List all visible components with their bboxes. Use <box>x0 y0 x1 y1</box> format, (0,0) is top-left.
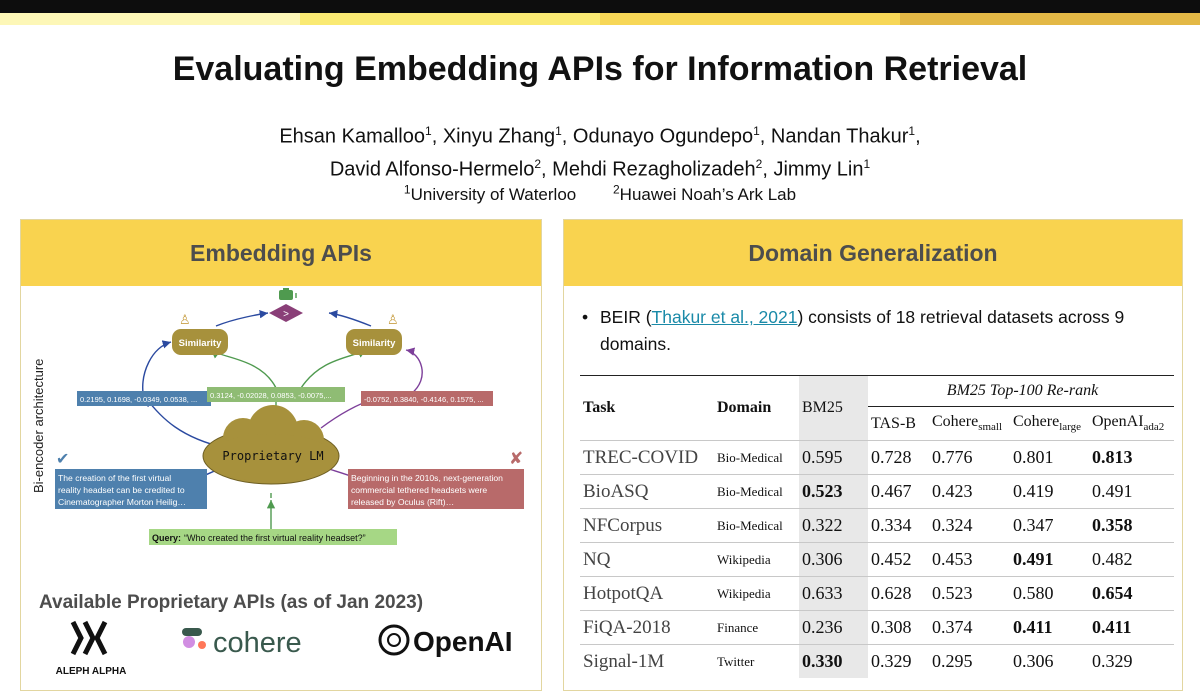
author-affil: 1 <box>908 124 916 138</box>
author-name: Mehdi Rezagholizadeh <box>552 158 756 181</box>
panel-heading: Embedding APIs <box>21 220 541 286</box>
author-affil: 1 <box>863 156 871 171</box>
table-row <box>580 611 1174 645</box>
score-cell: 0.580 <box>1010 577 1089 611</box>
score-cell: 0.776 <box>929 441 1010 475</box>
score-cell: 0.595 <box>799 441 868 475</box>
svg-text:Cinematographer Morton Heilig…: Cinematographer Morton Heilig… <box>58 497 187 507</box>
score-cell: 0.467 <box>868 475 929 509</box>
table-row <box>580 475 1174 509</box>
col-cohere-small-header: Cohere$_{small}$ <box>932 413 1003 434</box>
task-cell: Signal-1M <box>580 645 714 679</box>
similarity-left <box>172 329 228 355</box>
bullet-dot: • <box>582 307 589 327</box>
positive-document <box>55 469 207 509</box>
arrow-sim-compare-right <box>329 313 371 326</box>
score-cell: 0.728 <box>868 441 929 475</box>
table-row <box>580 441 1174 475</box>
stripe-2 <box>300 13 600 25</box>
author-line-2: David Alfonso-Hermelo$^2$, Mehdi Rezagholizadeh$^2$, Jimmy Lin$^1$ <box>329 156 871 181</box>
arrow-sim-compare <box>216 313 268 326</box>
svg-text:commercial tethered headsets w: commercial tethered headsets were <box>351 485 488 495</box>
score-cell: 0.295 <box>929 645 1010 679</box>
judge-icon: ♙ <box>387 312 399 327</box>
arrow-right-sim <box>406 350 422 394</box>
stripe-1 <box>0 13 300 25</box>
thumbs-up-icon <box>279 288 293 300</box>
affiliation-1: $^1$University of Waterloo <box>403 182 577 204</box>
vector-right <box>361 391 493 406</box>
cross-icon: ✘ <box>509 449 524 468</box>
svg-text:>: > <box>283 309 289 320</box>
author-name: Odunayo Ogundepo <box>572 125 754 148</box>
citation-link[interactable]: Thakur et al., 2021 <box>651 307 798 327</box>
author-name: Jimmy Lin <box>773 158 864 181</box>
score-cell: 0.411 <box>1010 611 1089 645</box>
domain-cell: Bio-Medical <box>714 441 799 475</box>
task-cell: NQ <box>580 543 714 577</box>
author-line-1: Ehsan Kamalloo$^1$, Xinyu Zhang$^1$, Odunayo Ogundepo$^1$, Nandan Thakur$^1$, <box>279 124 921 148</box>
domain-cell: Bio-Medical <box>714 509 799 543</box>
table-row <box>580 509 1174 543</box>
score-cell: 0.329 <box>1089 645 1174 679</box>
score-cell: 0.491 <box>1089 475 1174 509</box>
col-bm25-header: BM25 <box>799 376 868 441</box>
score-cell: 0.324 <box>929 509 1010 543</box>
author-affil: 1 <box>555 124 562 138</box>
score-cell: 0.523 <box>929 577 1010 611</box>
score-cell: 0.322 <box>799 509 868 543</box>
score-cell: 0.453 <box>929 543 1010 577</box>
query-box <box>149 529 397 545</box>
check-icon: ✔ <box>56 451 70 468</box>
results-table <box>580 375 1174 678</box>
score-cell: 0.423 <box>929 475 1010 509</box>
svg-text:0.2195, 0.1698, -0.0349, 0.0: 0.2195, 0.1698, -0.0349, 0.0538, ... <box>80 395 198 404</box>
score-cell: 0.654 <box>1089 577 1174 611</box>
score-cell: 0.347 <box>1010 509 1089 543</box>
color-stripes <box>0 13 1200 25</box>
vector-left <box>77 391 211 406</box>
author-affil: 2 <box>534 156 542 171</box>
arrow-mid-left <box>211 350 276 388</box>
col-cohere-large-header: Cohere$_{large}$ <box>1013 413 1081 434</box>
score-cell: 0.374 <box>929 611 1010 645</box>
score-cell: 0.633 <box>799 577 868 611</box>
author-name: Xinyu Zhang <box>442 125 556 148</box>
panel-heading: Domain Generalization <box>564 220 1182 286</box>
task-cell: BioASQ <box>580 475 714 509</box>
domain-cell: Finance <box>714 611 799 645</box>
col-task-header: Task <box>583 399 616 416</box>
score-cell: 0.419 <box>1010 475 1089 509</box>
score-cell: 0.491 <box>1010 543 1089 577</box>
arrow-left-sim <box>143 342 171 393</box>
author-name: Ehsan Kamalloo <box>279 125 425 148</box>
svg-text:Similarity: Similarity <box>352 338 396 349</box>
domain-cell: Wikipedia <box>714 577 799 611</box>
score-cell: 0.329 <box>868 645 929 679</box>
score-cell: 0.411 <box>1089 611 1174 645</box>
table-row <box>580 543 1174 577</box>
author-name: Nandan Thakur <box>770 125 909 148</box>
api-logos <box>21 618 541 678</box>
table-row <box>580 577 1174 611</box>
author-affil: 2 <box>755 156 763 171</box>
task-cell: FiQA-2018 <box>580 611 714 645</box>
svg-text:reality headset can be credite: reality headset can be credited to <box>58 485 185 495</box>
domain-cell: Wikipedia <box>714 543 799 577</box>
author-name: David Alfonso-Hermelo <box>329 158 535 181</box>
beir-bullet: • BEIR (Thakur et al., 2021) consists of 18 retrieval datasets across 9 domains. <box>582 304 1172 358</box>
score-cell: 0.358 <box>1089 509 1174 543</box>
available-apis-title: Available Proprietary APIs (as of Jan 2023) <box>39 592 424 613</box>
aleph-alpha-logo <box>56 622 127 677</box>
bi-encoder-diagram <box>21 288 541 558</box>
task-cell: NFCorpus <box>580 509 714 543</box>
stripe-4 <box>900 13 1200 25</box>
proprietary-lm-cloud <box>203 405 339 484</box>
domain-generalization-panel <box>563 219 1183 691</box>
rerank-header: BM25 Top-100 Re-rank <box>868 376 1174 407</box>
score-cell: 0.523 <box>799 475 868 509</box>
negative-document <box>348 469 524 509</box>
svg-text:-0.0752, 0.3840, -0.4146, 0.1: -0.0752, 0.3840, -0.4146, 0.1575, ... <box>364 395 484 404</box>
stripe-3 <box>600 13 900 25</box>
svg-text:Query:“Who created the first v: Query: “Who created the first virtual reality headset?” <box>152 533 366 543</box>
score-cell: 0.628 <box>868 577 929 611</box>
svg-text:Beginning in the 2010s, next-g: Beginning in the 2010s, next-generation <box>351 473 503 483</box>
vector-query <box>207 387 345 402</box>
score-cell: 0.482 <box>1089 543 1174 577</box>
compare-diamond <box>269 304 303 322</box>
score-cell: 0.813 <box>1089 441 1174 475</box>
svg-text:ALEPH ALPHA: ALEPH ALPHA <box>55 666 127 677</box>
top-bar <box>0 0 1200 13</box>
svg-text:cohere: cohere <box>213 627 302 659</box>
author-affil: 1 <box>753 124 760 138</box>
score-cell: 0.308 <box>868 611 929 645</box>
affiliation-2: $^2$Huawei Noah’s Ark Lab <box>612 182 797 204</box>
score-cell: 0.306 <box>799 543 868 577</box>
domain-cell: Twitter <box>714 645 799 679</box>
affiliations <box>0 182 1200 205</box>
author-affil: 1 <box>425 124 432 138</box>
task-cell: TREC-COVID <box>580 441 714 475</box>
svg-text:The creation of the first virt: The creation of the first virtual <box>58 473 172 483</box>
svg-text:Proprietary LM: Proprietary LM <box>222 449 324 463</box>
task-cell: HotpotQA <box>580 577 714 611</box>
embedding-apis-panel <box>20 219 542 691</box>
score-cell: 0.330 <box>799 645 868 679</box>
paper-title: Evaluating Embedding APIs for Information Retrieval <box>172 50 1028 88</box>
similarity-right <box>346 329 402 355</box>
openai-logo <box>380 626 513 657</box>
arrow-mid-right <box>301 350 366 388</box>
score-cell: 0.236 <box>799 611 868 645</box>
domain-cell: Bio-Medical <box>714 475 799 509</box>
svg-text:0.3124, -0.02028, 0.0853, -0.: 0.3124, -0.02028, 0.0853, -0.0075,... <box>210 391 332 400</box>
cohere-logo <box>182 627 302 659</box>
judge-icon: ♙ <box>179 312 191 327</box>
col-tasb-header: TAS-B <box>871 414 916 432</box>
svg-text:OpenAI: OpenAI <box>413 626 513 657</box>
svg-text:released by Oculus (Rift)…: released by Oculus (Rift)… <box>351 497 455 507</box>
score-cell: 0.801 <box>1010 441 1089 475</box>
side-label: Bi-encoder architecture <box>31 358 46 493</box>
table-row <box>580 645 1174 679</box>
svg-text:Similarity: Similarity <box>178 338 222 349</box>
col-domain-header: Domain <box>717 399 772 416</box>
col-openai-header: OpenAI$_{ada2}$ <box>1092 413 1165 434</box>
score-cell: 0.334 <box>868 509 929 543</box>
score-cell: 0.452 <box>868 543 929 577</box>
author-list <box>0 118 1200 183</box>
score-cell: 0.306 <box>1010 645 1089 679</box>
